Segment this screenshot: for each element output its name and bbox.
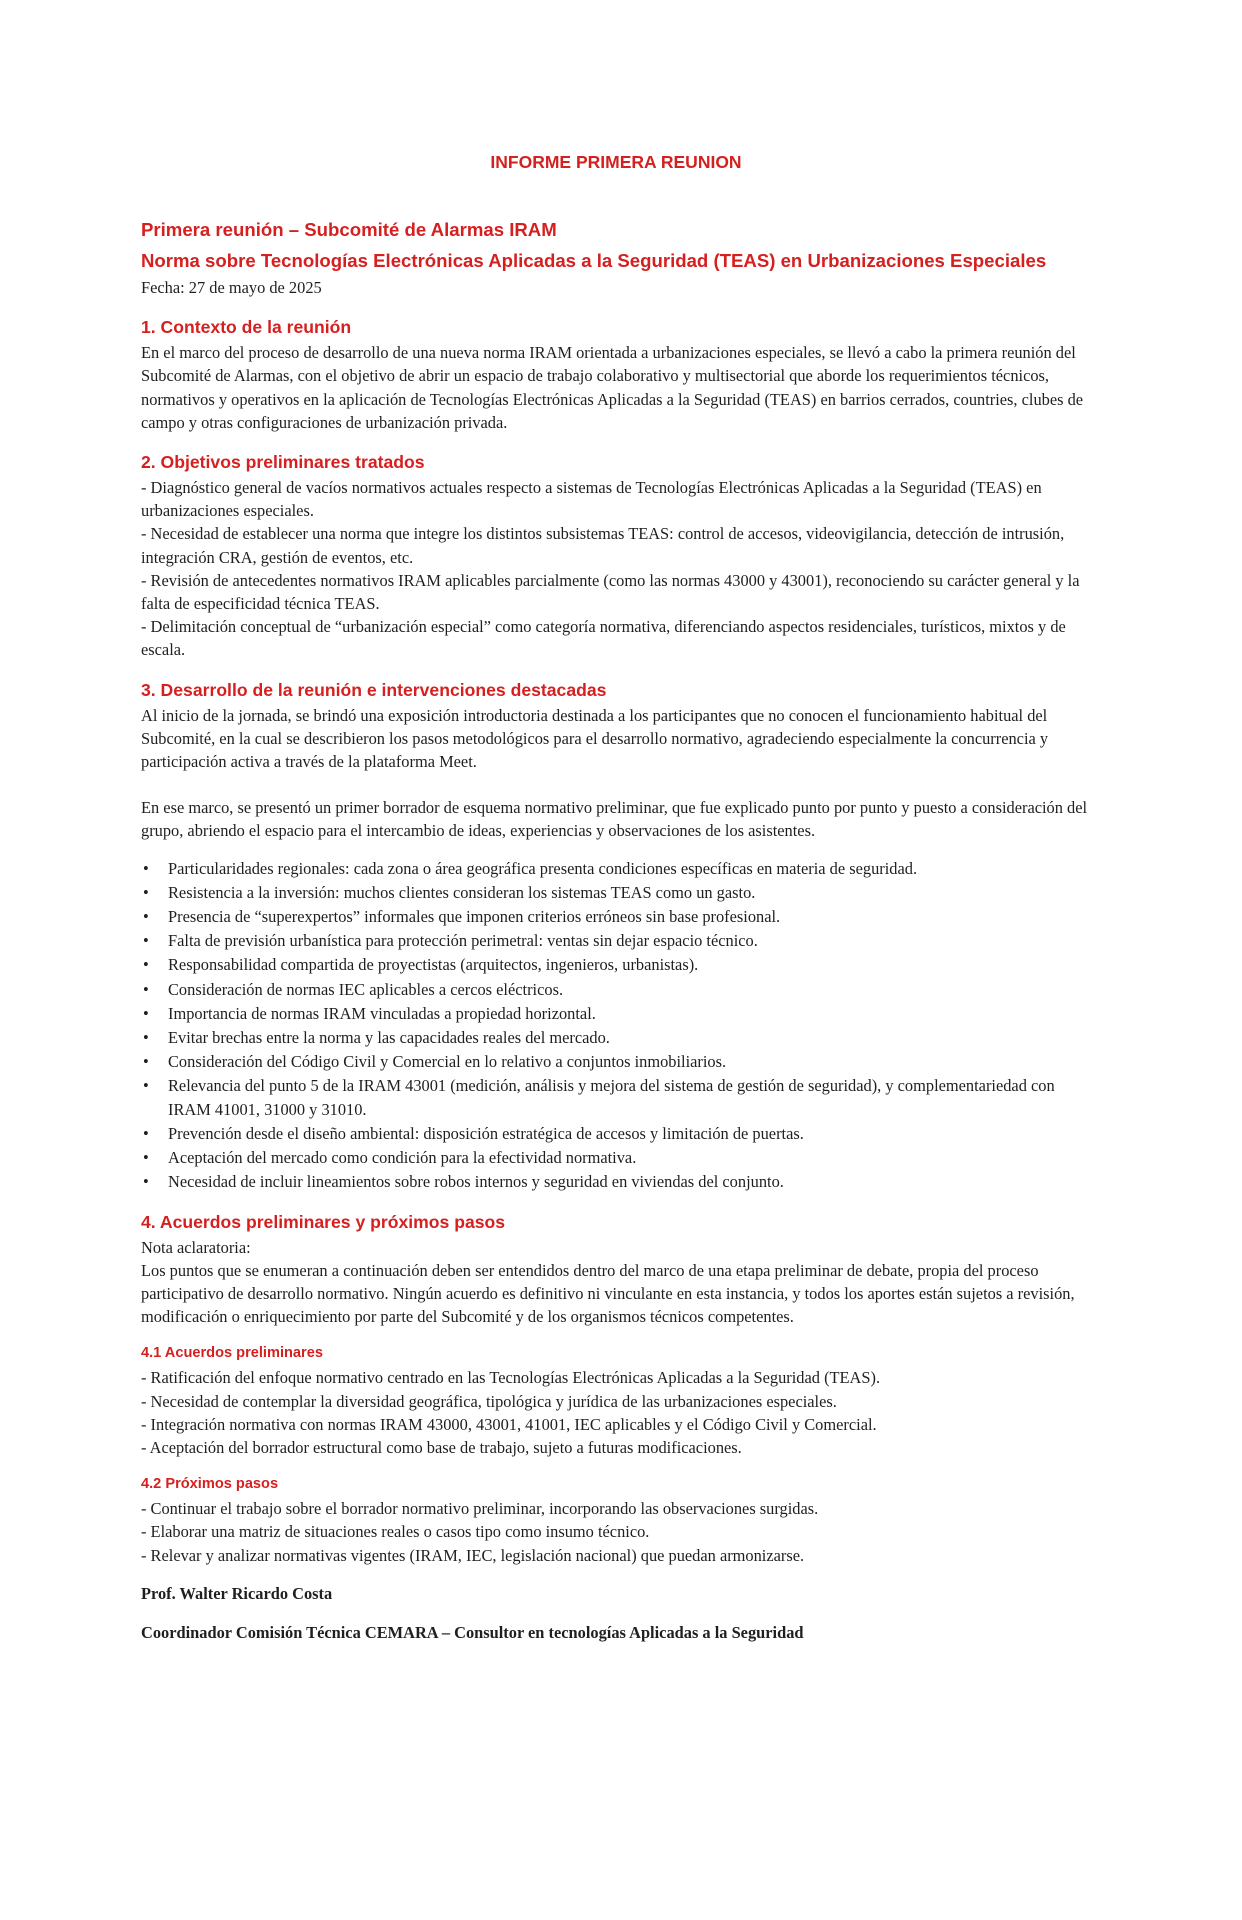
list-item-text: Prevención desde el diseño ambiental: disposición estratégica de accesos y limitación de puertas. — [168, 1123, 804, 1143]
norm-heading: Norma sobre Tecnologías Electrónicas Aplicadas a la Seguridad (TEAS) en Urbanizaciones Especiales — [141, 250, 1047, 271]
list-item — [141, 1050, 1091, 1073]
bullet-icon: • — [143, 1028, 149, 1048]
list-item — [141, 1074, 1091, 1120]
subsection-4-2-heading: 4.2 Próximos pasos — [141, 1476, 279, 1493]
section-3-paragraph-1: Al inicio de la jornada, se brindó una exposición introductoria destinada a los participantes que no conocen el funcionamiento habitual del Subcomité, en la cual se describieron los pasos metodológicos para el desarrollo normativo, agradeciendo especialmente la concurrencia y participación activa a través de la plataforma Meet. — [141, 705, 1049, 772]
list-item-text: Resistencia a la inversión: muchos clientes consideran los sistemas TEAS como un gasto. — [168, 882, 756, 902]
section-3-heading: 3. Desarrollo de la reunión e intervenciones destacadas — [141, 679, 607, 700]
list-item-text: Necesidad de incluir lineamientos sobre robos internos y seguridad en viviendas del conjunto. — [168, 1172, 784, 1192]
next-step-item: - Elaborar una matriz de situaciones reales o casos tipo como insumo técnico. — [141, 1522, 650, 1542]
list-item-text: Importancia de normas IRAM vinculadas a propiedad horizontal. — [168, 1003, 596, 1023]
list-item — [141, 1170, 1091, 1193]
agreement-item: - Necesidad de contemplar la diversidad geográfica, tipológica y jurídica de las urbanizaciones especiales. — [141, 1391, 837, 1411]
section-2-heading: 2. Objetivos preliminares tratados — [141, 452, 425, 473]
bullet-icon: • — [143, 1148, 149, 1168]
document-title: INFORME PRIMERA REUNION — [490, 152, 742, 172]
signature-role: Coordinador Comisión Técnica CEMARA – Consultor en tecnologías Aplicadas a la Seguridad — [141, 1622, 804, 1642]
list-item-text: Consideración de normas IEC aplicables a cercos eléctricos. — [168, 979, 564, 999]
list-item-text: Particularidades regionales: cada zona o área geográfica presenta condiciones específicas en materia de seguridad. — [168, 858, 918, 878]
bullet-icon: • — [143, 858, 149, 878]
list-item — [141, 1146, 1091, 1169]
objective-item: - Revisión de antecedentes normativos IRAM aplicables parcialmente (como las normas 43000 y 43001), reconociendo su carácter general y la falta de especificidad técnica TEAS. — [141, 570, 1080, 614]
bullet-icon: • — [143, 907, 149, 927]
list-item-text: Consideración del Código Civil y Comercial en lo relativo a conjuntos inmobiliarios. — [168, 1052, 727, 1072]
note-text: Los puntos que se enumeran a continuación deben ser entendidos dentro del marco de una etapa preliminar de debate, propia del proceso participativo de desarrollo normativo. Ningún acuerdo es definitivo ni vinculante en esta instancia, y todos los aportes están sujetos a revisión, modificación o enriquecimiento por parte del Subcomité y de los organismos técnicos competentes. — [141, 1260, 1075, 1327]
bullet-icon: • — [143, 1052, 149, 1072]
objective-item: - Delimitación conceptual de “urbanización especial” como categoría normativa, diferenciando aspectos residenciales, turísticos, mixtos y de escala. — [141, 617, 1066, 660]
bullet-icon: • — [143, 1076, 149, 1096]
meeting-heading: Primera reunión – Subcomité de Alarmas IRAM — [141, 219, 557, 240]
list-item — [141, 905, 1091, 928]
bullet-icon: • — [143, 955, 149, 975]
subsection-4-1-heading: 4.1 Acuerdos preliminares — [141, 1345, 323, 1362]
bullet-icon: • — [143, 1172, 149, 1192]
highlights-list — [141, 857, 1091, 1194]
next-step-item: - Continuar el trabajo sobre el borrador normativo preliminar, incorporando las observaciones surgidas. — [141, 1499, 819, 1519]
bullet-icon: • — [143, 931, 149, 951]
note-label: Nota aclaratoria: — [141, 1237, 251, 1257]
bullet-icon: • — [143, 1123, 149, 1143]
list-item-text: Presencia de “superexpertos” informales que imponen criterios erróneos sin base profesional. — [168, 907, 781, 927]
section-1-paragraph: En el marco del proceso de desarrollo de una nueva norma IRAM orientada a urbanizaciones especiales, se llevó a cabo la primera reunión del Subcomité de Alarmas, con el objetivo de abrir un espacio de trabajo colaborativo y multisectorial que aborde los requerimientos técnicos, normativos y operativos en la aplicación de Tecnologías Electrónicas Aplicadas a la Seguridad (TEAS) en barrios cerrados, countries, clubes de campo y otras configuraciones de urbanización privada. — [141, 343, 1084, 432]
list-item — [141, 1026, 1091, 1049]
meeting-date: Fecha: 27 de mayo de 2025 — [141, 278, 322, 297]
objective-item: - Necesidad de establecer una norma que integre los distintos subsistemas TEAS: control de accesos, videovigilancia, detección de intrusión, integración CRA, gestión de eventos, etc. — [141, 524, 1065, 567]
paragraph-spacer — [141, 773, 1091, 796]
list-item — [141, 881, 1091, 904]
next-step-item: - Relevar y analizar normativas vigentes (IRAM, IEC, legislación nacional) que puedan armonizarse. — [141, 1545, 805, 1565]
document-body — [141, 150, 1091, 1644]
agreement-item: - Integración normativa con normas IRAM 43000, 43001, 41001, IEC aplicables y el Código Civil y Comercial. — [141, 1414, 877, 1434]
list-item-text: Relevancia del punto 5 de la IRAM 43001 (medición, análisis y mejora del sistema de gestión de seguridad), y complementariedad con IRAM 41001, 31000 y 31010. — [168, 1076, 1055, 1119]
list-item — [141, 1122, 1091, 1145]
list-item-text: Aceptación del mercado como condición para la efectividad normativa. — [168, 1148, 637, 1168]
list-item-text: Falta de previsión urbanística para protección perimetral: ventas sin dejar espacio técnico. — [168, 931, 758, 951]
bullet-icon: • — [143, 1003, 149, 1023]
section-3-paragraph-2: En ese marco, se presentó un primer borrador de esquema normativo preliminar, que fue explicado punto por punto y puesto a consideración del grupo, abriendo el espacio para el intercambio de ideas, experiencias y observaciones de los asistentes. — [141, 798, 1088, 841]
list-item — [141, 929, 1091, 952]
list-item-text: Evitar brechas entre la norma y las capacidades reales del mercado. — [168, 1028, 610, 1048]
agreement-item: - Ratificación del enfoque normativo centrado en las Tecnologías Electrónicas Aplicadas a la Seguridad (TEAS). — [141, 1368, 881, 1388]
agreement-item: - Aceptación del borrador estructural como base de trabajo, sujeto a futuras modificaciones. — [141, 1437, 742, 1457]
bullet-icon: • — [143, 882, 149, 902]
list-item-text: Responsabilidad compartida de proyectistas (arquitectos, ingenieros, urbanistas). — [168, 955, 699, 975]
list-item — [141, 1002, 1091, 1025]
signature-name: Prof. Walter Ricardo Costa — [141, 1583, 333, 1603]
section-4-heading: 4. Acuerdos preliminares y próximos pasos — [141, 1211, 506, 1232]
bullet-icon: • — [143, 979, 149, 999]
objective-item: - Diagnóstico general de vacíos normativos actuales respecto a sistemas de Tecnologías Electrónicas Aplicadas a la Seguridad (TEAS) en urbanizaciones especiales. — [141, 478, 1042, 521]
list-item — [141, 978, 1091, 1001]
list-item — [141, 857, 1091, 880]
section-1-heading: 1. Contexto de la reunión — [141, 317, 352, 338]
list-item — [141, 953, 1091, 976]
